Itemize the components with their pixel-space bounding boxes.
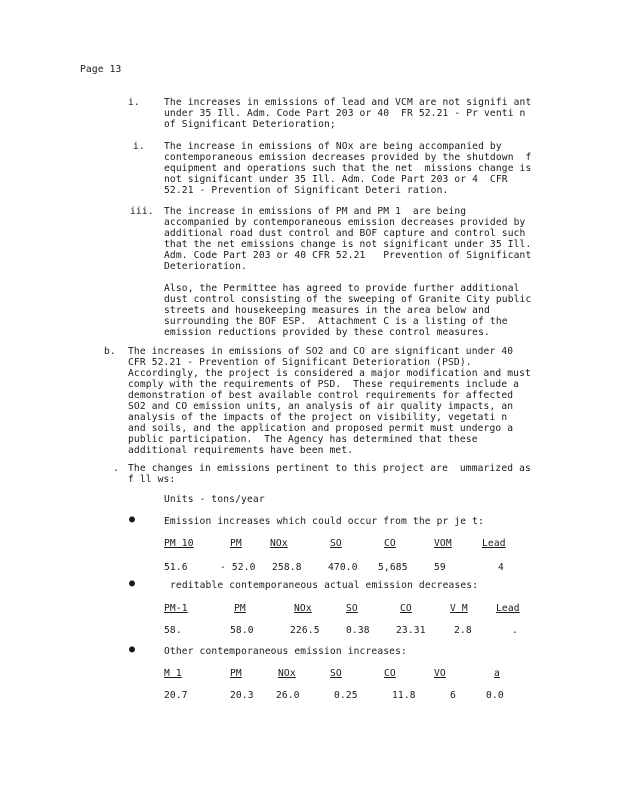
table-heading: reditable contemporaneous actual emission decreases: xyxy=(170,580,479,591)
item-ii-line: contemporaneous emission decreases provided by the shutdown f xyxy=(164,152,532,163)
item-i-line: under 35 Ill. Adm. Code Part 203 or 40 FR 52.21 - Pr venti n xyxy=(164,108,526,119)
cell: 20.3 xyxy=(230,690,254,701)
col-header: Lead xyxy=(482,538,506,549)
item-i-number: i. xyxy=(128,97,140,108)
cell: 6 xyxy=(450,690,456,701)
item-iii-number: iii. xyxy=(130,206,154,217)
bullet-icon: ● xyxy=(129,514,136,525)
cell: 0.25 xyxy=(334,690,358,701)
item-c-number: . xyxy=(113,463,119,474)
cell: 11.8 xyxy=(392,690,416,701)
item-b-line: additional requirements have been met. xyxy=(128,445,354,456)
item-ii-line: The increase in emissions of NOx are being accompanied by xyxy=(164,141,502,152)
cell: 258.8 xyxy=(272,562,302,573)
cell: . xyxy=(512,625,518,636)
col-header: VOM xyxy=(434,538,452,549)
item-b-line: comply with the requirements of PSD. These requirements include a xyxy=(128,379,520,390)
cell: - 52.0 xyxy=(220,562,256,573)
col-header: PM-1 xyxy=(164,603,188,614)
col-header: SO xyxy=(330,668,342,679)
cell: 4 xyxy=(498,562,504,573)
also-paragraph-line: dust control consisting of the sweeping of Granite City public xyxy=(164,294,532,305)
item-i-line: The increases in emissions of lead and VCM are not signifi ant xyxy=(164,97,532,108)
col-header: PM xyxy=(230,538,242,549)
col-header: Lead xyxy=(496,603,520,614)
col-header: PM 10 xyxy=(164,538,194,549)
item-i-line: of Significant Deterioration; xyxy=(164,119,336,130)
item-ii-number: i. xyxy=(133,141,145,152)
bullet-icon: ● xyxy=(129,644,136,655)
cell: 470.0 xyxy=(328,562,358,573)
cell: 0.0 xyxy=(486,690,504,701)
item-b-line: SO2 and CO emission units, an analysis of air quality impacts, an xyxy=(128,401,514,412)
item-b-line: public participation. The Agency has determined that these xyxy=(128,434,478,445)
item-ii-line: not significant under 35 Ill. Adm. Code Part 203 or 4 CFR xyxy=(164,174,508,185)
item-iii-line: that the net emissions change is not significant under 35 Ill. xyxy=(164,239,532,250)
col-header: a xyxy=(494,668,500,679)
col-header: CO xyxy=(384,668,396,679)
cell: 26.0 xyxy=(276,690,300,701)
item-b-line: Accordingly, the project is considered a major modification and must xyxy=(128,368,531,379)
also-paragraph-line: emission reductions provided by these control measures. xyxy=(164,327,490,338)
item-ii-line: equipment and operations such that the net missions change is xyxy=(164,163,532,174)
item-iii-line: accompanied by contemporaneous emission decreases provided by xyxy=(164,217,526,228)
col-header: PM xyxy=(234,603,246,614)
page-number: Page 13 xyxy=(80,64,122,75)
cell: 51.6 xyxy=(164,562,188,573)
item-b-line: CFR 52.21 - Prevention of Significant Deterioration (PSD). xyxy=(128,357,472,368)
item-iii-line: additional road dust control and BOF capture and control such xyxy=(164,228,526,239)
bullet-icon: ● xyxy=(129,578,136,589)
item-c-line: The changes in emissions pertinent to this project are ummarized as xyxy=(128,463,531,474)
item-iii-line: Adm. Code Part 203 or 40 CFR 52.21 Prevention of Significant xyxy=(164,250,532,261)
col-header: SO xyxy=(330,538,342,549)
col-header: VO xyxy=(434,668,446,679)
also-paragraph-line: streets and housekeeping measures in the area below and xyxy=(164,305,490,316)
col-header: CO xyxy=(400,603,412,614)
table-heading: Other contemporaneous emission increases: xyxy=(164,646,407,657)
item-b-line: The increases in emissions of SO2 and CO are significant under 40 xyxy=(128,346,514,357)
col-header: CO xyxy=(384,538,396,549)
col-header: NOx xyxy=(270,538,288,549)
cell: 226.5 xyxy=(290,625,320,636)
cell: 5,685 xyxy=(378,562,408,573)
item-b-line: demonstration of best available control requirements for affected xyxy=(128,390,514,401)
col-header: M 1 xyxy=(164,668,182,679)
also-paragraph-line: Also, the Permittee has agreed to provide further additional xyxy=(164,283,520,294)
units-label: Units - tons/year xyxy=(164,494,265,505)
col-header: V M xyxy=(450,603,468,614)
cell: 59 xyxy=(434,562,446,573)
item-b-number: b. xyxy=(104,346,116,357)
cell: 58.0 xyxy=(230,625,254,636)
cell: 23.31 xyxy=(396,625,426,636)
cell: 2.8 xyxy=(454,625,472,636)
item-iii-line: Deterioration. xyxy=(164,261,247,272)
cell: 58. xyxy=(164,625,182,636)
cell: 20.7 xyxy=(164,690,188,701)
col-header: PM xyxy=(230,668,242,679)
table-heading: Emission increases which could occur from the pr je t: xyxy=(164,516,484,527)
cell: 0.38 xyxy=(346,625,370,636)
item-c-line: f ll ws: xyxy=(128,474,176,485)
item-iii-line: The increase in emissions of PM and PM 1 are being xyxy=(164,206,467,217)
col-header: NOx xyxy=(294,603,312,614)
also-paragraph-line: surrounding the BOF ESP. Attachment C is a listing of the xyxy=(164,316,508,327)
col-header: SO xyxy=(346,603,358,614)
item-b-line: analysis of the impacts of the project on visibility, vegetati n xyxy=(128,412,508,423)
item-b-line: and soils, and the application and proposed permit must undergo a xyxy=(128,423,514,434)
item-ii-line: 52.21 - Prevention of Significant Deteri ration. xyxy=(164,185,449,196)
col-header: NOx xyxy=(278,668,296,679)
